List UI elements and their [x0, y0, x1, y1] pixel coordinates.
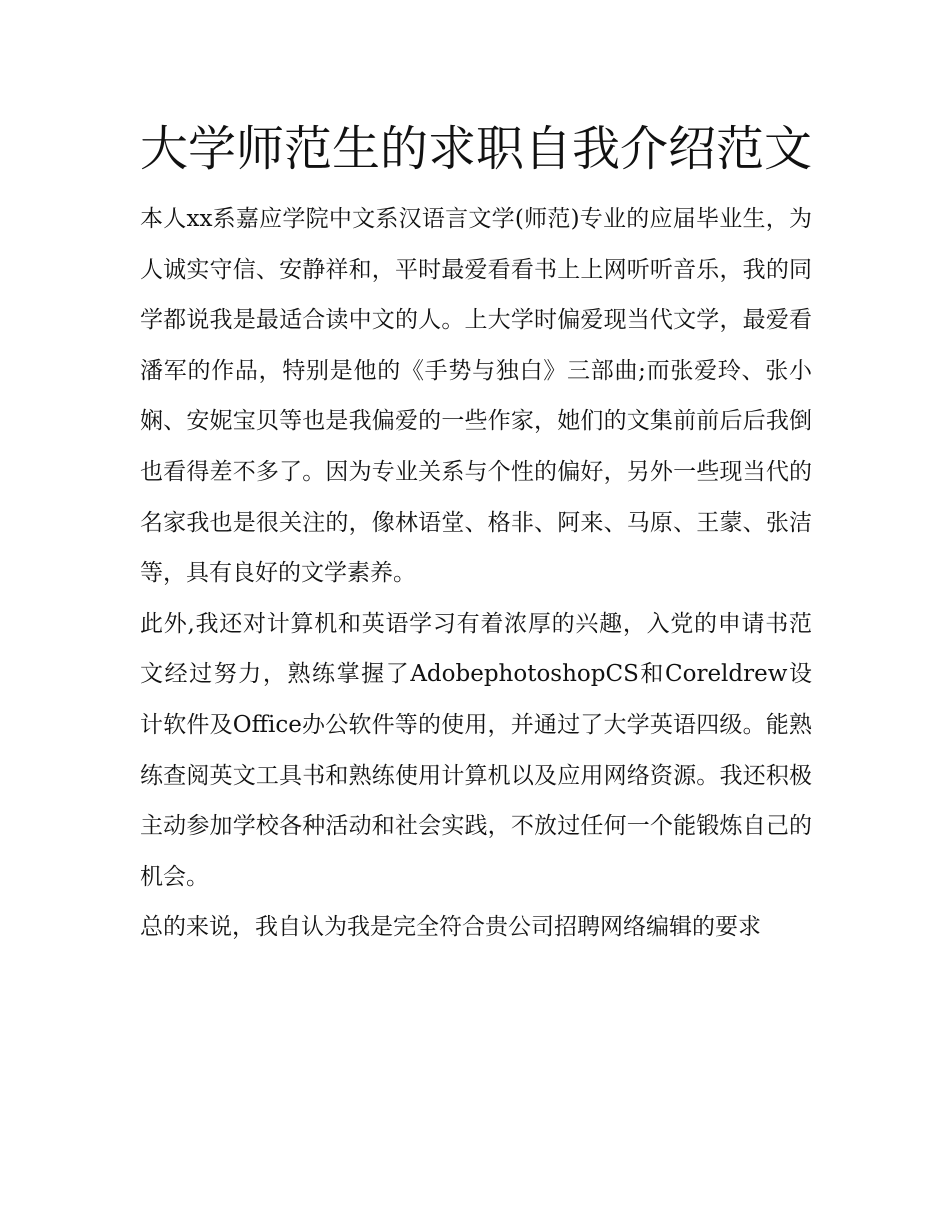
- document-body: [140, 112, 812, 953]
- paragraph-intro: 本人xx系嘉应学院中文系汉语言文学(师范)专业的应届毕业生，为人诚实守信、安静祥和，平时最爱看看书上上网听听音乐，我的同学都说我是最适合读中文的人。上大学时偏爱现当代文学，最爱看潘军的作品，特别是他的《手势与独白》三部曲;而张爱玲、张小娴、安妮宝贝等也是我偏爱的一些作家，她们的文集前前后后我倒也看得差不多了。因为专业关系与个性的偏好，另外一些现当代的名家我也是很关注的，像林语堂、格非、阿来、马原、王蒙、张洁等，具有良好的文学素养。: [140, 206, 812, 587]
- document-title: 大学师范生的求职自我介绍范文: [140, 121, 813, 177]
- paragraph-skills: 此外,我还对计算机和英语学习有着浓厚的兴趣，入党的申请书范文经过努力，熟练掌握了AdobephotoshopCS和Coreldrew设计软件及Office办公软件等的使用，并通过了大学英语四级。能熟练查阅英文工具书和熟练使用计算机以及应用网络资源。我还积极主动参加学校各种活动和社会实践，不放过任何一个能锻炼自己的机会。: [140, 610, 812, 890]
- title-spacing: [140, 186, 812, 194]
- paragraph-summary: 总的来说，我自认为我是完全符合贵公司招聘网络编辑的要求: [140, 914, 761, 941]
